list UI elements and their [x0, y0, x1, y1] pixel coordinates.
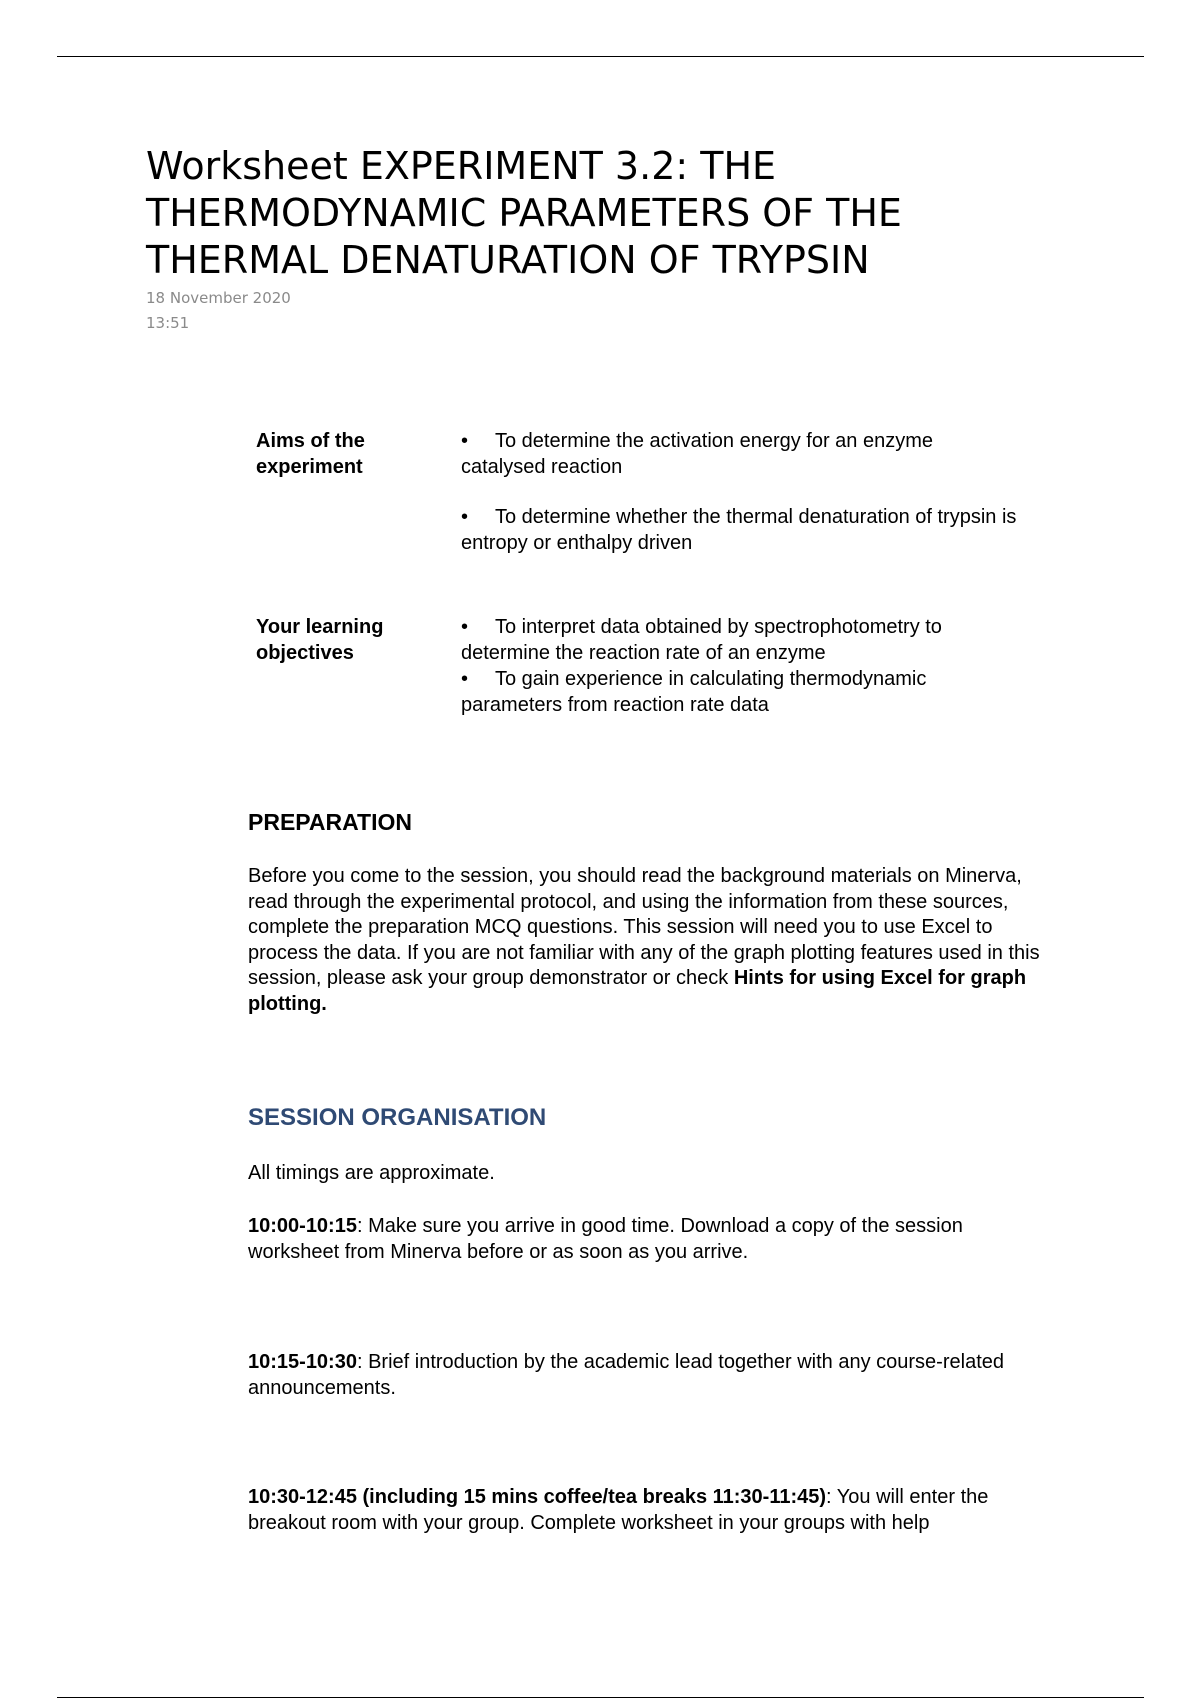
bullet-icon: •: [461, 668, 469, 690]
slot-time: 10:15-10:30: [248, 1351, 357, 1373]
page-time: 13:51: [146, 314, 190, 332]
aims-item: • To determine whether the thermal denaturation of trypsin is entropy or enthalpy driven: [461, 506, 1017, 554]
slot-text: : Brief introduction by the academic lead together with any course-related announcements.: [248, 1351, 1004, 1399]
slot-text: : Make sure you arrive in good time. Download a copy of the session worksheet from Minerva before or as soon as you arrive.: [248, 1215, 963, 1263]
bottom-rule: [57, 1697, 1144, 1698]
slot-time: 10:30-12:45 (including 15 mins coffee/tea breaks 11:30-11:45): [248, 1486, 827, 1508]
top-rule: [57, 56, 1144, 57]
page-date: 18 November 2020: [146, 289, 291, 307]
objectives-item: • To interpret data obtained by spectrophotometry to determine the reaction rate of an enzyme: [461, 616, 942, 664]
slot-text: : You will enter the breakout room with your group. Complete worksheet in your groups with help: [248, 1486, 989, 1534]
bullet-icon: •: [461, 430, 469, 452]
objectives-list: [461, 614, 1021, 718]
page-title: Worksheet EXPERIMENT 3.2: THE THERMODYNAMIC PARAMETERS OF THE THERMAL DENATURATION OF TRYPSIN: [146, 144, 902, 282]
bullet-icon: •: [461, 616, 469, 638]
excel-hints-reference: Hints for using Excel for graph plotting.: [248, 967, 1027, 1015]
session-slot: [248, 1350, 1048, 1401]
objectives-label: Your learning objectives: [256, 616, 384, 664]
objectives-item: • To gain experience in calculating thermodynamic parameters from reaction rate data: [461, 668, 927, 716]
session-heading: SESSION ORGANISATION: [248, 1104, 547, 1131]
aims-item: • To determine the activation energy for an enzyme catalysed reaction: [461, 430, 934, 478]
session-slot: [248, 1485, 1048, 1536]
slot-time: 10:00-10:15: [248, 1215, 357, 1237]
session-note: All timings are approximate.: [248, 1162, 495, 1184]
session-slot: [248, 1214, 1048, 1265]
aims-list: [461, 428, 1021, 556]
preparation-heading: PREPARATION: [248, 809, 412, 835]
bullet-icon: •: [461, 506, 469, 528]
aims-label: Aims of the experiment: [256, 430, 365, 478]
preparation-text: Before you come to the session, you should read the background materials on Minerva, read through the experimental protocol, and using the information from these sources, complete the preparation MCQ questions. This session will need you to use Excel to process the data. If you are not familiar with any of the graph plotting features used in this session, please ask your group demonstrator or check Hints for using Excel for graph plotting.: [248, 865, 1040, 1015]
